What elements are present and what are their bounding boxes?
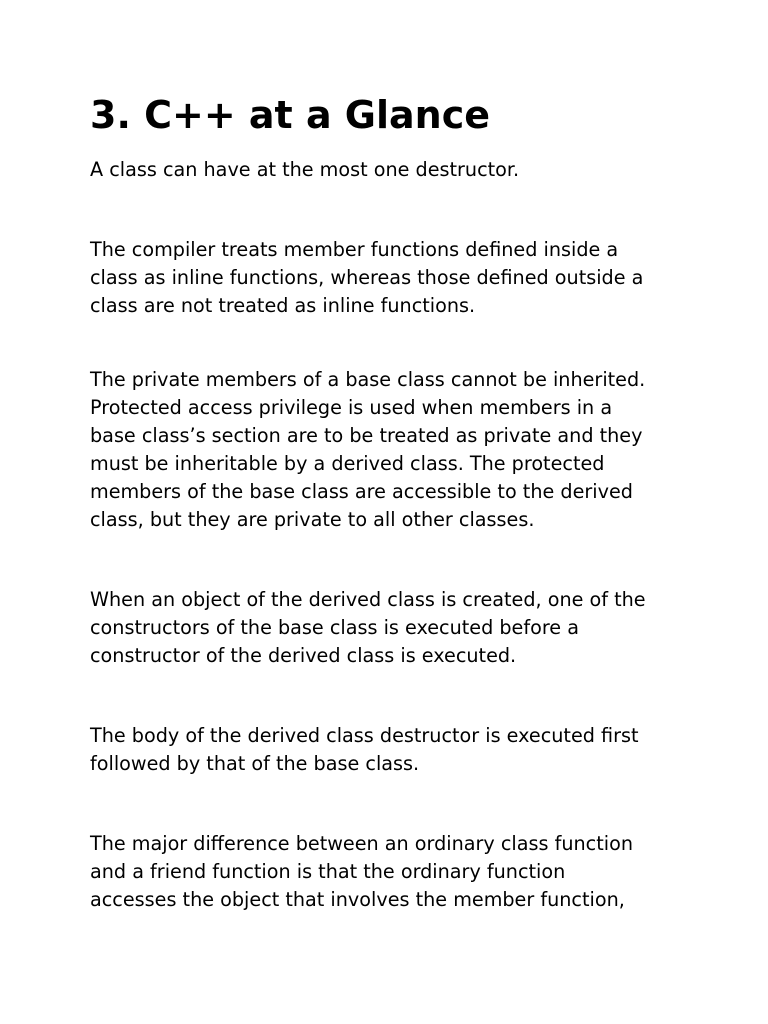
paragraph-line: A class can have at the most one destructor. (90, 158, 520, 181)
paragraph-destructor-order (90, 722, 639, 778)
paragraph-line: constructors of the base class is executed before a (90, 616, 579, 639)
paragraph-line: class as inline functions, whereas those defined outside a (90, 266, 644, 289)
paragraph-line: class, but they are private to all other classes. (90, 508, 535, 531)
paragraph-line: class are not treated as inline functions. (90, 294, 476, 317)
paragraph-inline-functions (90, 236, 643, 320)
paragraph-friend-function (90, 830, 633, 914)
paragraph-destructor (90, 156, 519, 184)
paragraph-private-members (90, 366, 645, 534)
page-title: 3. C++ at a Glance (90, 93, 491, 137)
paragraph-line: followed by that of the base class. (90, 752, 420, 775)
paragraph-constructors (90, 586, 646, 670)
paragraph-line: Protected access privilege is used when members in a (90, 396, 613, 419)
paragraph-line: members of the base class are accessible to the derived (90, 480, 633, 503)
document-page (90, 0, 690, 1024)
paragraph-line: must be inheritable by a derived class. The protected (90, 452, 605, 475)
paragraph-line: base class’s section are to be treated as private and they (90, 424, 643, 447)
paragraph-line: accesses the object that involves the member function, (90, 888, 625, 911)
paragraph-line: The major difference between an ordinary class function (90, 832, 633, 855)
paragraph-line: When an object of the derived class is created, one of the (90, 588, 646, 611)
paragraph-line: The private members of a base class cannot be inherited. (90, 368, 646, 391)
paragraph-line: The compiler treats member functions defined inside a (90, 238, 619, 261)
paragraph-line: The body of the derived class destructor is executed first (90, 724, 639, 747)
paragraph-line: constructor of the derived class is executed. (90, 644, 517, 667)
paragraph-line: and a friend function is that the ordinary function (90, 860, 566, 883)
